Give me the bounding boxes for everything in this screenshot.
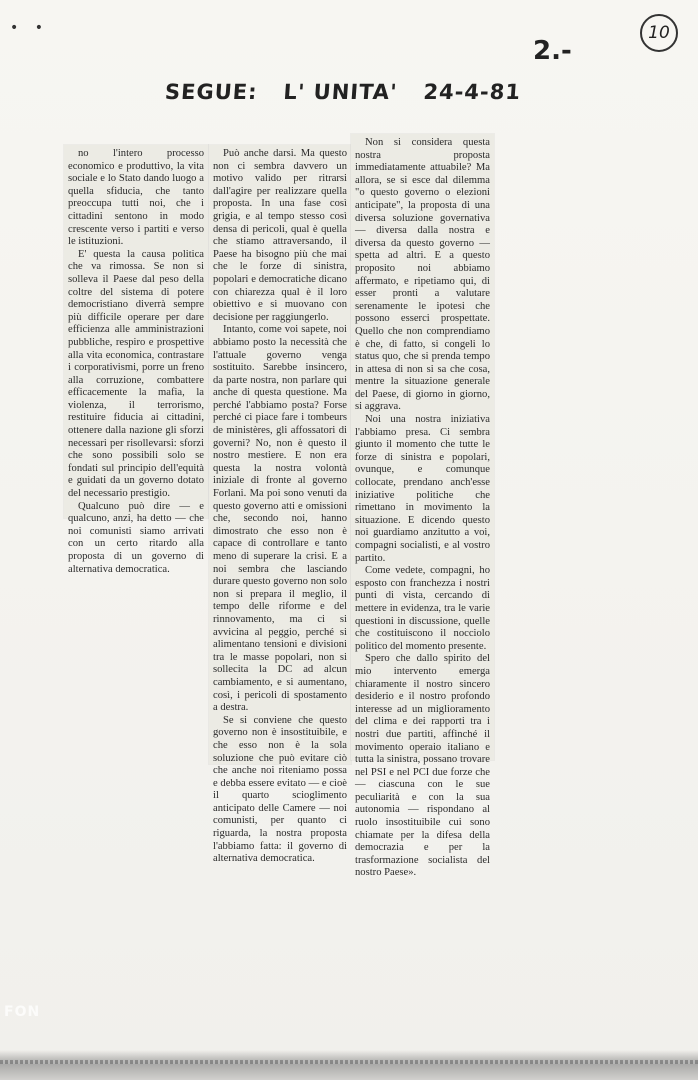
article-column-1 (68, 148, 204, 576)
header-source: L' UNITA' (282, 80, 399, 104)
paragraph: Qualcuno può dire — e qualcuno, anzi, ha detto — che noi comunisti siamo arrivati con un certo ritardo alla proposta di un governo di alternativa democratica. (68, 500, 204, 575)
handwritten-page-number: 2.- (533, 36, 572, 66)
paragraph: Noi una nostra iniziativa l'abbiamo presa. Ci sembra giunto il momento che tutte le forze di sinistra e popolari, ovunque, e comunque collocate, prendano anch'esse iniziative politiche che rimettano in movimento la situazione. E dicendo questo noi guardiamo anzitutto a voi, compagni socialisti, e al vostro partito. (355, 414, 490, 564)
handwritten-header (164, 80, 548, 104)
paragraph: Se si conviene che questo governo non è insostituibile, e che esso non è la sola soluzione che può evitare ciò che anche noi riteniamo possa e debba essere evitato — e cioè il quarto scioglimento anticipato delle Camere — noi comunisti, per quanto ci riguarda, la nostra proposta l'abbiamo fatta: il governo di alternativa democratica. (213, 714, 347, 865)
header-segue: SEGUE: (164, 80, 259, 104)
circled-page-number (640, 14, 678, 52)
paragraph: E' questa la causa politica che va rimossa. Se non si solleva il Paese dal peso della coltre del sistema di potere democristiano diverrà sempre più difficile operare per dare efficienza alle amministrazioni pubbliche, respiro e prospettive alla vita economica, contrastare i corporativismi, porre un freno alla corruzione, combattere efficacemente la mafia, la violenza, il terrorismo, restituire fiducia ai cittadini, ottenere dalla nazione gli sforzi necessari per risollevarsi: sforzi che sono possibili solo se fondati sul principio dell'equità e guidati da un governo dotato del necessario prestigio. (68, 248, 204, 500)
paragraph: Non si considera questa nostra proposta immediatamente attuabile? Ma allora, se si esce dal dilemma "o questo governo o elezioni anticipate", la proposta di una diversa soluzione governativa — diversa dalla nostra e diversa da questo governo — spetta ad altri. E a questo proposito noi abbiamo affermato, e ripetiamo qui, di esser pronti a valutare serenamente le ipotesi che possono esserci prospettate. Quello che non comprendiamo è che, di fatto, si congeli lo status quo, che si prenda tempo in attesa di non si sa che cosa, mentre la situazione generale del Paese, di giorno in giorno, si aggrava. (355, 137, 490, 413)
paragraph: no l'intero processo economico e produttivo, la vita sociale e lo Stato dando luogo a quella sfiducia, che tanto preoccupa tutti noi, che i cittadini sentono in modo crescente verso i partiti e verso le istituzioni. (68, 148, 204, 248)
scan-bottom-smudge (0, 1050, 698, 1080)
scan-stripe (0, 1060, 698, 1064)
paragraph: Come vedete, compagni, ho esposto con franchezza i nostri punti di vista, cercando di mettere in evidenza, tra le varie questioni in discussione, quelle che costituiscono il nocciolo politico del momento presente. (355, 565, 490, 652)
archive-watermark: FON (4, 1004, 41, 1020)
header-date: 24-4-81 (422, 80, 522, 104)
paragraph: Spero che dallo spirito del mio intervento emerga chiaramente il nostro sincero desiderio e il nostro profondo interesse ad un miglioramento del clima e dei rapporti tra i nostri due partiti, affinché il movimento operaio italiano e tutta la sinistra, possano trovare nel PSI e nel PCI due forze che — ciascuna con le sue peculiarità e con la sua autonomia — rispondano al ruolo insostituibile cui sono chiamate per la difesa della democrazia e per la trasformazione socialista del nostro Paese». (355, 653, 490, 879)
paragraph: Intanto, come voi sapete, noi abbiamo posto la necessità che l'attuale governo venga sostituito. Sarebbe insincero, da parte nostra, non parlare qui anche di questa questione. Ma perché l'abbiamo posta? Forse perché ci piace fare i tombeurs de ministères, gli affossatori di governi? No, non è questo il nostro mestiere. E non era questa la nostra volontà iniziale di fronte al governo Forlani. Ma poi sono venuti da questo governo atti e omissioni che, secondo noi, hanno dimostrato che esso non è capace di controllare e tanto meno di superare la crisi. E a noi sembra che lasciando durare questo governo non solo non si prepara il meglio, il tempo delle riforme e del rinnovamento, ma ci si avvicina al peggio, perché si alimentano tensioni e divisioni tra le masse popolari, non si sollecita la DC ad alcun cambiamento, e si aumentano, così, i pericoli di spostamento a destra. (213, 324, 347, 714)
circled-number-text: 10 (648, 23, 670, 43)
article-column-2 (213, 148, 347, 866)
article-column-3 (355, 137, 490, 880)
paragraph: Può anche darsi. Ma questo non ci sembra davvero un motivo valido per ritrarsi dall'agire per realizzare quella proposta. In una fase così grigia, e al tempo stesso così densa di pericoli, qual è quella che stiamo attraversando, il Paese ha bisogno più che mai che le forze di sinistra, popolari e democratiche dicano con chiarezza qual è il loro obiettivo e si muovano con decisione per raggiungerlo. (213, 148, 347, 323)
corner-dots: • • (10, 20, 49, 36)
